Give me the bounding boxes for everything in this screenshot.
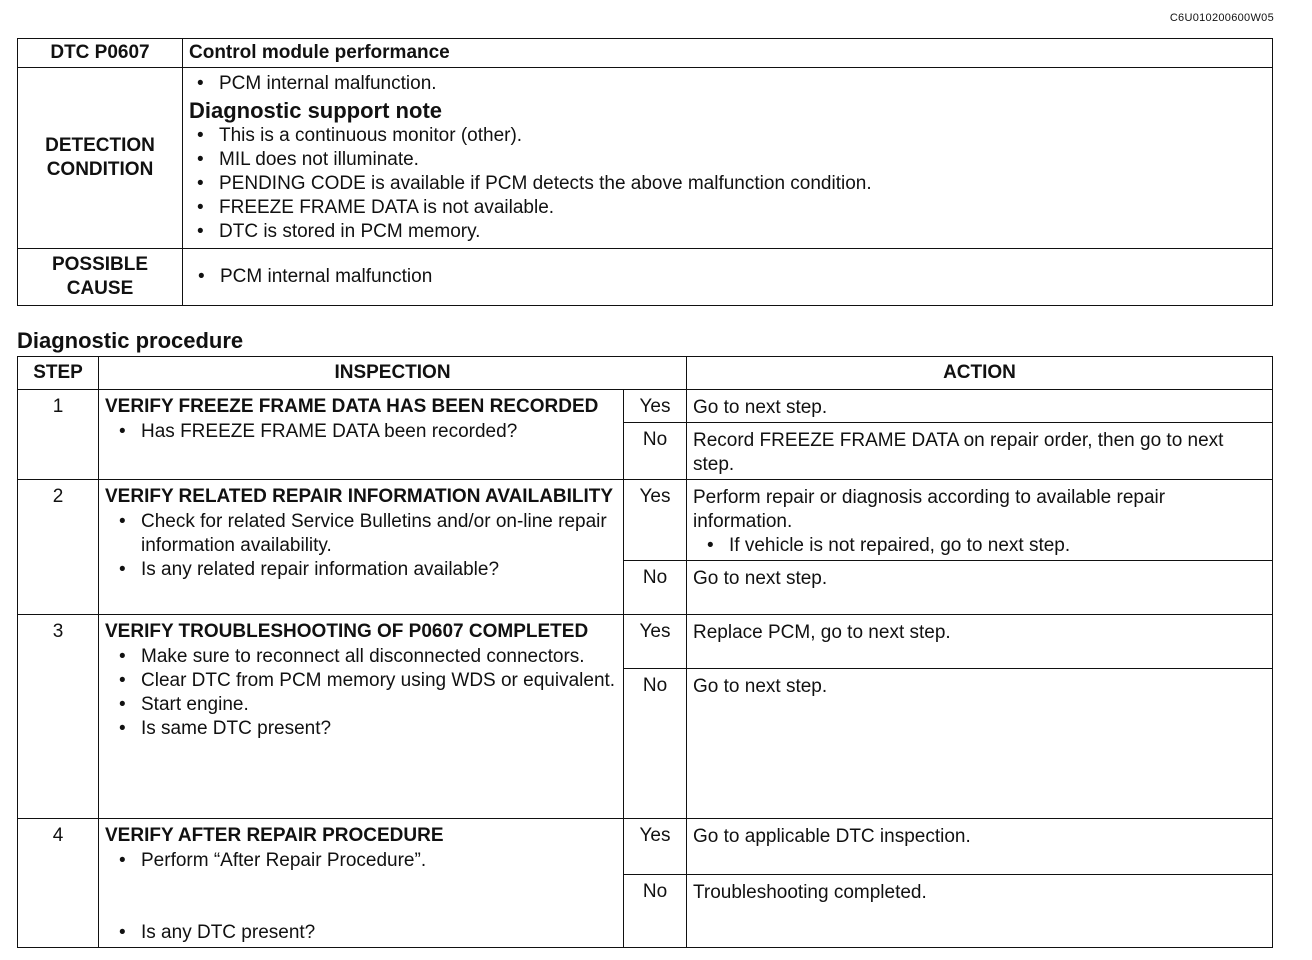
no-action: Record FREEZE FRAME DATA on repair order, then go to next step. — [687, 423, 1273, 480]
support-note-item: • PENDING CODE is available if PCM detects the above malfunction condition. — [183, 172, 1272, 196]
dtc-code: DTC P0607 — [18, 39, 183, 68]
cause-label: POSSIBLE CAUSE — [18, 249, 183, 306]
no-action: Go to next step. — [687, 561, 1273, 615]
yes-action: Go to next step. — [687, 390, 1273, 423]
header-step: STEP — [18, 357, 99, 390]
yes-action-sub — [693, 534, 1266, 558]
detection-row — [18, 68, 1273, 249]
step-inspection — [99, 480, 624, 615]
step-items — [105, 645, 617, 741]
yes-label: Yes — [624, 390, 687, 423]
step-row — [18, 819, 1273, 875]
step-item: • Make sure to reconnect all disconnected connectors. — [105, 645, 617, 669]
step-inspection — [99, 615, 624, 819]
step-item: • Perform “After Repair Procedure”. — [105, 849, 617, 873]
step-title: VERIFY FREEZE FRAME DATA HAS BEEN RECORDED — [105, 396, 599, 417]
no-label: No — [624, 875, 687, 948]
step-row — [18, 480, 1273, 561]
step-number: 1 — [18, 390, 99, 480]
no-label: No — [624, 561, 687, 615]
dtc-info-table — [17, 38, 1273, 306]
cause-content — [183, 249, 1273, 306]
support-note-title: Diagnostic support note — [189, 98, 442, 123]
procedure-title: Diagnostic procedure — [17, 328, 244, 353]
step-items — [105, 420, 617, 444]
step-item: • Is any DTC present? — [105, 921, 617, 945]
step-number: 3 — [18, 615, 99, 819]
step-row — [18, 615, 1273, 669]
support-note-list — [183, 124, 1272, 244]
support-note-item: • FREEZE FRAME DATA is not available. — [183, 196, 1272, 220]
cause-list — [184, 265, 1271, 289]
detection-item: • PCM internal malfunction. — [183, 72, 1272, 96]
detection-label: DETECTION CONDITION — [18, 68, 183, 249]
cause-row — [18, 249, 1273, 306]
support-note-item: • MIL does not illuminate. — [183, 148, 1272, 172]
step-title: VERIFY TROUBLESHOOTING OF P0607 COMPLETED — [105, 621, 589, 642]
detection-content — [183, 68, 1273, 249]
step-item: • Is same DTC present? — [105, 717, 617, 741]
step-item: • Start engine. — [105, 693, 617, 717]
yes-label: Yes — [624, 615, 687, 669]
detection-list — [183, 72, 1272, 96]
no-label: No — [624, 669, 687, 819]
dtc-title: Control module performance — [183, 39, 1273, 68]
document-id: C6U010200600W05 — [1169, 12, 1274, 24]
header-action: ACTION — [687, 357, 1273, 390]
step-row — [18, 390, 1273, 423]
dtc-header-row — [18, 39, 1273, 68]
step-inspection — [99, 819, 624, 948]
no-action: Go to next step. — [687, 669, 1273, 819]
cause-item: • PCM internal malfunction — [184, 265, 1271, 289]
step-inspection — [99, 390, 624, 480]
header-inspection: INSPECTION — [99, 357, 687, 390]
step-number: 4 — [18, 819, 99, 948]
step-items — [105, 849, 617, 945]
procedure-header-row — [18, 357, 1273, 390]
step-items — [105, 510, 617, 582]
no-action: Troubleshooting completed. — [687, 875, 1273, 948]
step-item: • Clear DTC from PCM memory using WDS or equivalent. — [105, 669, 617, 693]
yes-action — [687, 480, 1273, 561]
step-item: • Check for related Service Bulletins and/or on-line repair information availability. — [105, 510, 617, 558]
yes-action-sub-item: • If vehicle is not repaired, go to next step. — [693, 534, 1266, 558]
yes-action-text: Perform repair or diagnosis according to available repair information. — [693, 487, 1166, 532]
yes-label: Yes — [624, 480, 687, 561]
step-title: VERIFY RELATED REPAIR INFORMATION AVAILABILITY — [105, 486, 614, 507]
yes-label: Yes — [624, 819, 687, 875]
step-title: VERIFY AFTER REPAIR PROCEDURE — [105, 825, 444, 846]
yes-action: Go to applicable DTC inspection. — [687, 819, 1273, 875]
no-label: No — [624, 423, 687, 480]
procedure-table — [17, 356, 1273, 948]
support-note-item: • This is a continuous monitor (other). — [183, 124, 1272, 148]
yes-action: Replace PCM, go to next step. — [687, 615, 1273, 669]
step-item: • Has FREEZE FRAME DATA been recorded? — [105, 420, 617, 444]
support-note-item: • DTC is stored in PCM memory. — [183, 220, 1272, 244]
step-item: • Is any related repair information available? — [105, 558, 617, 582]
step-number: 2 — [18, 480, 99, 615]
